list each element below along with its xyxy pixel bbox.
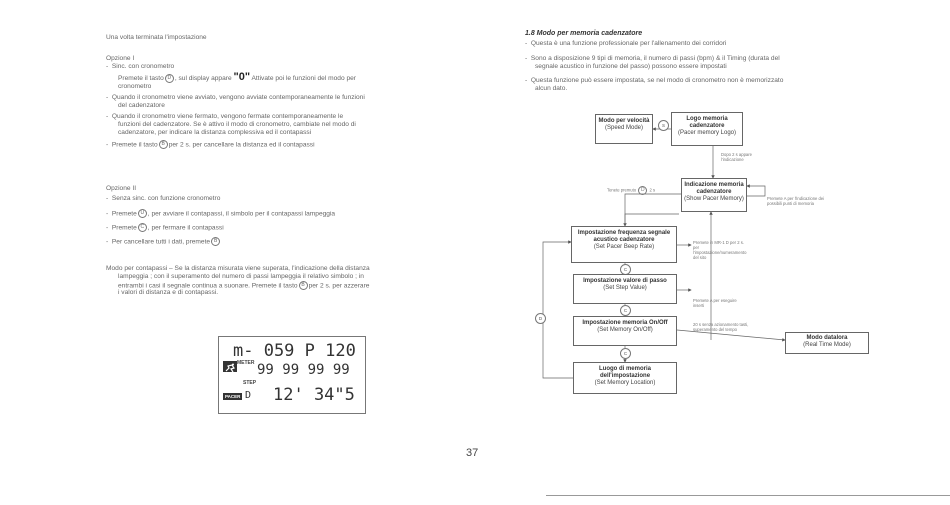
option2-title: Opzione II [106, 185, 137, 192]
pedometer-mode-line4: i valori di distanza e di contapassi. [118, 289, 219, 296]
set-step-value-box: Impostazione valore di passo (Set Step Value) [573, 274, 677, 304]
key-c-icon: C [620, 348, 631, 359]
note-after-2s: Dopo 2 s appare l'indicazione [721, 152, 752, 162]
pedometer-mode-line2: lampeggia ; con il superamento del numero di passi lampeggia il relativo simbolo ; in [118, 273, 364, 280]
option1-bullet3-line2: del cadenzatore [118, 102, 165, 109]
right-para3: - Questa funzione può essere impostata, se nel modo di cronometro non è memorizzato [525, 77, 784, 84]
option1-bullet4-line3: cadenzatore, per indicare la distanza complessiva ed il contapassi [118, 129, 312, 136]
speed-mode-box: Modo per velocità (Speed Mode) [595, 114, 653, 144]
option1-bullet5: - Premete il tasto B per 2 s. per cancellare la distanza ed il contapassi [106, 141, 315, 149]
option1-bullet2-line2: cronometro [118, 83, 152, 90]
option2-bullet2: - Premete U , per avviare il contapassi, il simbolo per il contapassi lampeggia [106, 210, 336, 218]
option1-bullet4-line2: funzioni del cadenzatore. Se è attivo il modo di cronometro, cambiate nel modo di [118, 121, 356, 128]
lcd-display [218, 336, 366, 414]
right-para2: - Sono a disposizione 9 tipi di memoria, il numero di passi (bpm) & il Timing (durata del [525, 55, 780, 62]
page-number: 37 [466, 447, 479, 459]
set-memory-location-box: Luogo di memoria dell'impostazione (Set Memory Location) [573, 362, 677, 394]
right-para1: - Questa è una funzione professionale per l'allenamento dei corridori [525, 40, 727, 47]
lcd-row2: 99 99 99 99 [257, 362, 350, 378]
key-c-icon: C [138, 223, 147, 232]
key-b-icon: B [299, 281, 308, 290]
option2-bullet4: - Per cancellare tutti i dati, premete B [106, 237, 221, 247]
intro-text: Una volta terminata l'impostazione [106, 34, 207, 41]
lcd-step-label: STEP [243, 380, 257, 386]
lcd-meter-label: METER [237, 360, 255, 366]
option1-bullet1: - Sinc. con cronometro [106, 63, 175, 70]
note-hold: Tenete premuto D 2 s [607, 187, 656, 193]
key-s-icon: S [658, 120, 669, 131]
right-page [475, 0, 950, 505]
lcd-row3: 12' 34"5 [273, 385, 355, 405]
key-d-icon: D [165, 74, 174, 83]
option1-bullet2: Premete il tasto D , sul display appare "0" Attivate poi le funzioni del modo per [118, 71, 356, 83]
right-para3-line2: alcun dato. [535, 85, 568, 92]
pedometer-mode-line1: Modo per contapassi – Se la distanza misurata viene superata, l'indicazione della distanza [106, 265, 370, 272]
key-c-icon: C [620, 264, 631, 275]
lcd-pacer-label: PACER [225, 394, 241, 399]
key-b-icon: B [211, 237, 220, 246]
right-para2-line2: segnale acustico in funzione del passo) possono essere impostati [535, 63, 727, 70]
option2-bullet3: - Premete C , per fermare il contapassi [106, 224, 224, 232]
section-heading: 1.8 Modo per memoria cadenzatore [525, 30, 643, 37]
pacer-memory-logo-box: Logo memoria cadenzatore (Pacer memory Logo) [671, 112, 743, 146]
set-memory-onoff-box: Impostazione memoria On/Off (Set Memory On/Off) [573, 316, 677, 346]
lcd-row3-d: D [245, 390, 252, 401]
option2-bullet1: - Senza sinc. con funzione cronometro [106, 195, 221, 202]
option1-bullet3: - Quando il cronometro viene avviato, vengono avviate contemporaneamente le funzioni [106, 94, 365, 101]
footer-rule [546, 495, 950, 496]
key-d-icon: D [638, 186, 647, 195]
key-c-icon: C [620, 305, 631, 316]
option1-bullet4: - Quando il cronometro viene fermato, vengono fermate contemporaneamente le [106, 113, 344, 120]
pedometer-mode-line3: entrambi i casi il segnale continua a suonare. Premete il tasto B per 2 s. per azzerare [118, 282, 370, 290]
zero-display: "0" [233, 71, 251, 83]
note-20s: 20 s senza azionamento tasti, superamento del tempo [693, 322, 749, 332]
key-u-icon: U [138, 209, 147, 218]
note-set: Premete A per eseguire inserti [693, 298, 737, 308]
note-mr1: Premete in MR-1 D per 2 s. per l'impostazione/numeramento del sito [693, 240, 747, 260]
show-pacer-memory-box: Indicazione memoria cadenzatore (Show Pacer Memory) [681, 178, 747, 212]
real-time-mode-box: Modo datalora (Real Time Mode) [785, 332, 869, 354]
set-pacer-beep-rate-box: Impostazione frequenza segnale acustico cadenzatore (Set Pacer Beep Rate) [571, 226, 677, 263]
option1-title: Opzione I [106, 55, 135, 62]
lcd-row1: m- 059 P 120 [233, 341, 356, 361]
key-d-icon: D [535, 313, 546, 324]
note-show-points: Premete A per l'indicazione dei possibili punti di memoria [767, 196, 825, 206]
key-b-icon: B [159, 140, 168, 149]
runner-icon [223, 361, 237, 372]
